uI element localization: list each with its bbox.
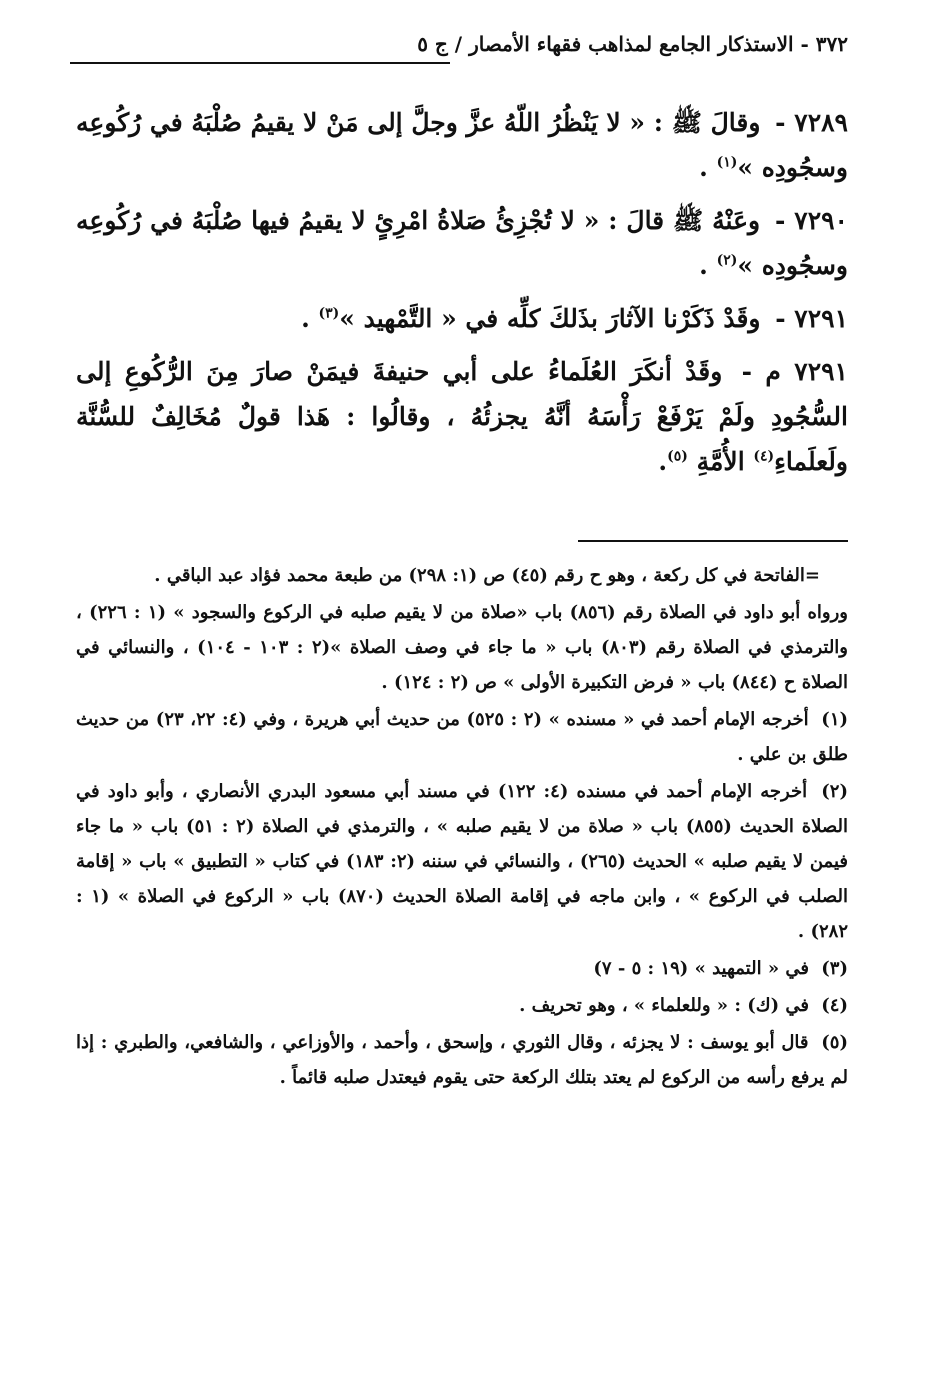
footnote-3 <box>76 951 848 986</box>
footnote-continuation: ورواه أبو داود في الصلاة رقم (٨٥٦) باب «صلاة من لا يقيم صلبه في الركوع والسجود » (١ : ٢٢٦) ، والترمذي في الصلاة رقم (٨٠٣) باب « ما جاء في وصف الصلاة »(٢ : ١٠٣ - ١٠٤) ، والنسائي في الصلاة ح (٨٤٤) باب « فرض التكبيرة الأولى » ص (٢ : ١٢٤) . <box>76 602 849 693</box>
footnote-ref: (٣) <box>318 305 340 322</box>
paragraph-text: وقَدْ ذَكَرْنا الآثارَ بذَلكَ كلِّه في « التَّمْهيد » <box>339 304 761 333</box>
header-rule <box>70 62 450 64</box>
footnote-2 <box>76 774 848 949</box>
paragraph-end: . <box>658 447 668 476</box>
paragraph-7289 <box>76 100 848 190</box>
footnote-label: (٣) <box>821 958 848 979</box>
paragraph-number: ٧٢٨٩ - <box>775 108 848 137</box>
footnote-label: (٤) <box>821 995 848 1016</box>
footnote-ref: (٢) <box>716 252 738 269</box>
paragraph-7291 <box>76 296 848 341</box>
paragraph-number: ٧٢٩١ م - <box>741 357 848 386</box>
footnote-label: (٢) <box>821 781 848 802</box>
main-text <box>76 100 848 492</box>
footnote-5 <box>76 1025 848 1095</box>
paragraph-number: ٧٢٩٠ - <box>774 206 848 235</box>
footnote-text: أخرجه الإمام أحمد في مسنده (٤: ١٢٢) في مسند أبي مسعود البدري الأنصاري ، وأبو داود في الصلاة الحديث (٨٥٥) باب « صلاة من لا يقيم صلبه » ، والترمذي في الصلاة (٢ : ٥١) باب « ما جاء فيمن لا يقيم صلبه » الحديث (٢٦٥) ، والنسائي في سننه (٢: ١٨٣) في كتاب « التطبيق » باب « إقامة الصلب في الركوع » ، وابن ماجه في إقامة الصلاة الحديث (٨٧٠) باب « الركوع في الصلاة » (١ : ٢٨٢) . <box>76 781 849 942</box>
footnote-continuation: =الفاتحة في كل ركعة ، وهو ح رقم (٤٥) ص (١: ٢٩٨) من طبعة محمد فؤاد عبد الباقي . <box>154 565 820 586</box>
paragraph-end: . <box>699 251 708 280</box>
paragraph-end: . <box>301 304 310 333</box>
footnote-4 <box>76 988 848 1023</box>
footnote-ref: (١) <box>716 154 738 171</box>
running-header-title: ٣٧٢ - الاستذكار الجامع لمذاهب فقهاء الأمصار / ج ٥ <box>417 32 848 56</box>
footnotes <box>76 558 848 1097</box>
paragraph-number: ٧٢٩١ - <box>775 304 848 333</box>
footnote-text: قال أبو يوسف : لا يجزئه ، وقال الثوري ، وإسحق ، وأحمد ، والأوزاعي ، والشافعي، والطبري : إذا لم يرفع رأسه من الركوع لم يعتد بتلك الركعة حتى يقوم فيعتدل صلبه قائماً . <box>76 1032 848 1088</box>
page-header <box>70 30 848 70</box>
footnote-separator <box>578 540 848 542</box>
paragraph-7291m <box>76 349 848 484</box>
paragraph-text: وقَدْ أنكَرَ العُلَماءُ على أبي حنيفةَ فيمَنْ صارَ مِنَ الرُّكُوعِ إلى السُّجُودِ ولَمْ يَرْفَعْ رَأْسَهُ أنَّهُ يجزئُهُ ، وقالُوا : هَذا قولٌ مُخَالِفٌ للسُّنَّة ولَعلَماءِ <box>76 357 848 476</box>
paragraph-text-continued: الأُمَّةِ <box>696 447 745 476</box>
footnote-ref: (٥) <box>667 448 688 465</box>
footnote-label: (١) <box>821 709 849 730</box>
footnote-text: أخرجه الإمام أحمد في « مسنده » (٢ : ٥٢٥) من حديث أبي هريرة ، وفي (٤: ٢٢، ٢٣) من حديث طلق بن علي . <box>76 709 848 765</box>
footnote-ref: (٤) <box>753 448 775 465</box>
footnote-text: في « التمهيد » (١٩ : ٥ - ٧) <box>593 958 809 979</box>
footnote-label: (٥) <box>821 1032 848 1053</box>
paragraph-end: . <box>699 153 708 182</box>
paragraph-text: وعَنْهُ ﷺ قالَ : « لا تُجْزِئُ صَلاةُ امْرِئٍ لا يقيمُ فيها صُلْبَهُ في رُكُوعِه وسجُودِه » <box>76 206 848 280</box>
paragraph-7290 <box>76 198 848 288</box>
footnote-1 <box>76 702 848 772</box>
paragraph-text: وقالَ ﷺ : « لا يَنْظُرُ اللّهُ عزَّ وجلَّ إلى مَنْ لا يقيمُ صُلْبَهُ في رُكُوعِه وسجُودِه » <box>76 108 848 182</box>
footnote-text: في (ك) : « وللعلماء » ، وهو تحريف . <box>519 995 809 1016</box>
